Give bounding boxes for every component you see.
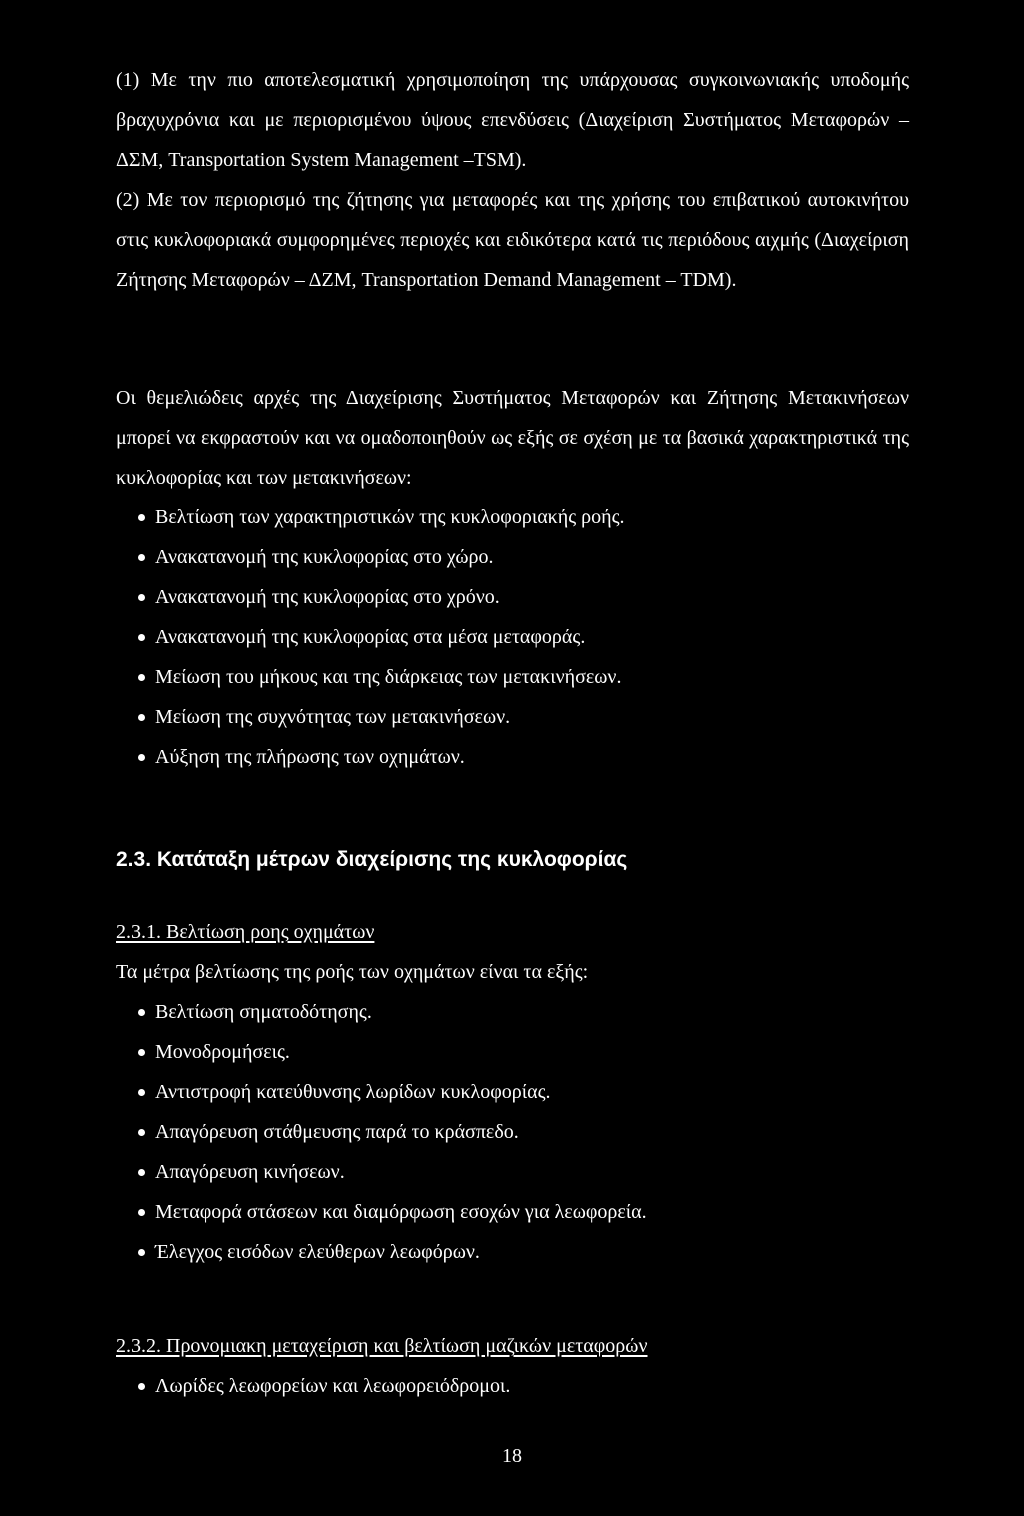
list-item (138, 1112, 647, 1152)
list-item (138, 1152, 647, 1192)
list-item-text: Έλεγχος εισόδων ελεύθερων λεωφόρων. (155, 1241, 480, 1263)
subsection-title: Βελτίωση ροης οχημάτων (166, 921, 375, 943)
list-item (138, 1232, 647, 1272)
subsection-number: 2.3.1. (116, 921, 161, 943)
vehicle-flow-measures-list (138, 992, 647, 1272)
list-item (138, 657, 625, 697)
bullet-icon (138, 514, 145, 521)
list-item-text: Βελτίωση των χαρακτηριστικών της κυκλοφοριακής ροής. (155, 506, 625, 528)
bullet-icon (138, 554, 145, 561)
list-item (138, 577, 625, 617)
list-item-text: Ανακατανομή της κυκλοφορίας στο χρόνο. (155, 586, 500, 608)
bullet-icon (138, 754, 145, 761)
list-item-text: Λωρίδες λεωφορείων και λεωφορειόδρομοι. (155, 1375, 511, 1397)
list-item-text: Απαγόρευση στάθμευσης παρά το κράσπεδο. (155, 1121, 519, 1143)
section-title: Κατάταξη μέτρων διαχείρισης της κυκλοφορίας (156, 848, 628, 871)
list-item-text: Μείωση της συχνότητας των μετακινήσεων. (155, 706, 511, 728)
subsection-title: Προνομιακη μεταχείριση και βελτίωση μαζικών μεταφορών (166, 1335, 648, 1357)
principles-list (138, 497, 625, 777)
subsection-heading-vehicle-flow (116, 912, 374, 952)
bullet-icon (138, 714, 145, 721)
bullet-icon (138, 594, 145, 601)
bullet-icon (138, 1129, 145, 1136)
subsection-intro: Τα μέτρα βελτίωσης της ροής των οχημάτων είναι τα εξής: (116, 961, 589, 983)
list-item (138, 1192, 647, 1232)
section-heading (116, 840, 627, 880)
list-item (138, 617, 625, 657)
list-item (138, 737, 625, 777)
list-item-text: Αύξηση της πλήρωσης των οχημάτων. (155, 746, 465, 768)
bullet-icon (138, 634, 145, 641)
subsection-heading-public-transport (116, 1326, 648, 1366)
bullet-icon (138, 1249, 145, 1256)
list-item (138, 992, 647, 1032)
bullet-icon (138, 1089, 145, 1096)
bullet-icon (138, 1383, 145, 1390)
list-item-text: Μείωση του μήκους και της διάρκειας των μετακινήσεων. (155, 666, 622, 688)
list-item-text: Αντιστροφή κατεύθυνσης λωρίδων κυκλοφορίας. (155, 1081, 551, 1103)
page-number: 18 (502, 1445, 522, 1467)
list-item (138, 1032, 647, 1072)
bullet-icon (138, 674, 145, 681)
list-item-text: Απαγόρευση κινήσεων. (155, 1161, 345, 1183)
paragraph-tdm: (2) Με τον περιορισμό της ζήτησης για μεταφορές και της χρήσης του επιβατικού αυτοκινήτου στις κυκλοφοριακά συμφορημένες περιοχές και ειδικότερα κατά τις περιόδους αιχμής (Διαχείριση Ζήτησης Μεταφορών – ΔΖΜ, Transportation Demand Management – TDM). (116, 189, 909, 291)
list-item-text: Ανακατανομή της κυκλοφορίας στο χώρο. (155, 546, 494, 568)
list-item (138, 537, 625, 577)
list-item (138, 697, 625, 737)
public-transport-measures-list (138, 1366, 510, 1406)
paragraph-tsm: (1) Με την πιο αποτελεσματική χρησιμοποίηση της υπάρχουσας συγκοινωνιακής υποδομής βραχυχρόνια και με περιορισμένου ύψους επενδύσεις (Διαχείριση Συστήματος Μεταφορών –ΔΣΜ, Transportation System Management –TSM). (116, 69, 909, 171)
bullet-icon (138, 1209, 145, 1216)
list-item (138, 497, 625, 537)
list-item-text: Μεταφορά στάσεων και διαμόρφωση εσοχών για λεωφορεία. (155, 1201, 647, 1223)
bullet-icon (138, 1169, 145, 1176)
list-item-text: Μονοδρομήσεις. (155, 1041, 290, 1063)
bullet-icon (138, 1049, 145, 1056)
subsection-number: 2.3.2. (116, 1335, 161, 1357)
paragraph-principles-intro: Οι θεμελιώδεις αρχές της Διαχείρισης Συστήματος Μεταφορών και Ζήτησης Μετακινήσεων μπορεί να εκφραστούν και να ομαδοποιηθούν ως εξής σε σχέση με τα βασικά χαρακτηριστικά της κυκλοφορίας και των μετακινήσεων: (116, 387, 909, 489)
list-item (138, 1072, 647, 1112)
list-item-text: Βελτίωση σηματοδότησης. (155, 1001, 372, 1023)
section-number: 2.3. (116, 848, 152, 871)
list-item (138, 1366, 510, 1406)
list-item-text: Ανακατανομή της κυκλοφορίας στα μέσα μεταφοράς. (155, 626, 586, 648)
bullet-icon (138, 1009, 145, 1016)
